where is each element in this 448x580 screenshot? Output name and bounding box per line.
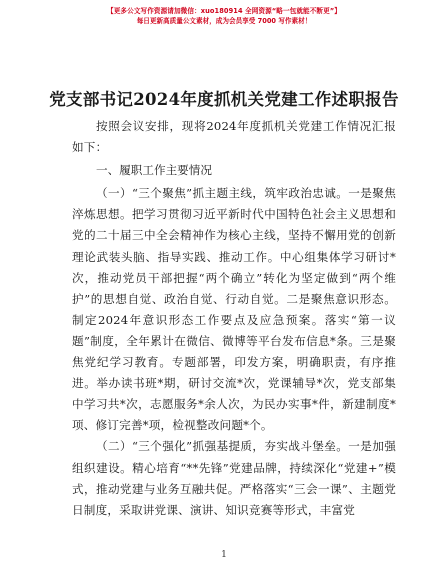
document-title: 党支部书记2024年度抓机关党建工作述职报告 [49, 90, 399, 109]
promo-banner-line-1: 【更多公文写作资源请加微信：xuo180914 全网资源“略一包就能不断更”】 [107, 7, 341, 15]
paragraph-focus-three: （一）“三个聚焦”抓主题主线，筑牢政治忠诚。一是聚焦淬炼思想。把学习贯彻习近平新时代中国特色社会主义思想和党的二十届三中全会精神作为核心主线，坚持不懈用党的创新理论武装头脑、指导实践、推动工作。中心组集体学习研讨*次，推动党员干部把握“两个确立”转化为坚定做到“两个维护”的思想自觉、政治自觉、行动自觉。二是聚焦意识形态。制定2024年意识形态工作要点及应急预案。落实“第一议题”制度，全年累计在微信、微博等平台发布信息*条。三是聚焦党纪学习教育。专题部署，印发方案，明确职责，有序推进。举办读书班*期，研讨交流*次，党课辅导*次，党支部集中学习共*次，志愿服务*余人次，为民办实事*件，新建制度*项、修订完善*项，检视整改问题*个。 [72, 186, 396, 433]
page-number: 1 [221, 550, 227, 560]
intro-paragraph: 按照会议安排，现将2024年度抓机关党建工作情况汇报如下： [72, 119, 396, 155]
promo-banner [0, 6, 448, 26]
promo-banner-line-2: 每日更新高质量公文素材，成为会员享受 7000 写作素材！ [136, 17, 312, 25]
document-body [72, 116, 396, 521]
paragraph-strengthen-three: （二）“三个强化”抓强基提质，夯实战斗堡垒。一是加强组织建设。精心培育“**先锋”党建品牌，持续深化“党建+”模式，推动党建与业务互融共促。严格落实“三会一课”、主题党日制度，采取讲党课、演讲、知识竞赛等形式，丰富党 [72, 439, 396, 517]
section-1-heading: 一、履职工作主要情况 [96, 163, 212, 178]
